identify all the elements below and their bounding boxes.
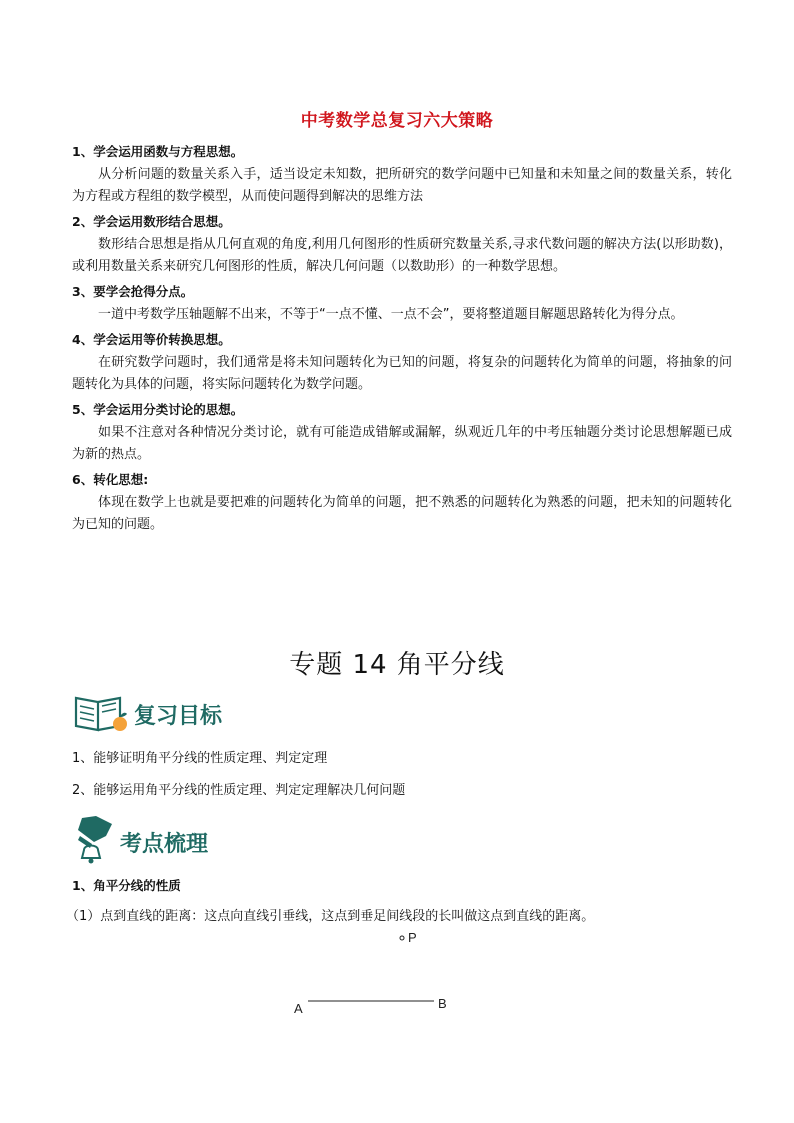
review-goals-banner	[72, 690, 222, 738]
key-points-label: 考点梳理	[120, 830, 209, 857]
main-title: 中考数学总复习六大策略	[300, 111, 494, 131]
strategy-body: 体现在数学上也就是要把难的问题转化为简单的问题，把不熟悉的问题转化为熟悉的问题，把未知的问题转化为已知的问题。	[72, 495, 732, 532]
strategy-body: 如果不注意对各种情况分类讨论，就有可能造成错解或漏解，纵观近几年的中考压轴题分类讨论思想解题已成为新的热点。	[72, 425, 732, 462]
section-heading: 1、角平分线的性质	[72, 878, 181, 893]
leaf-bell-icon	[72, 814, 116, 870]
book-icon	[72, 690, 130, 738]
review-goals-label: 复习目标	[134, 702, 223, 729]
strategy-heading: 3、要学会抢得分点。	[72, 284, 194, 299]
point-b-label: B	[438, 996, 447, 1011]
strategy-heading: 2、学会运用数形结合思想。	[72, 214, 231, 229]
strategy-body: 一道中考数学压轴题解不出来，不等于“一点不懂、一点不会”，要将整道题目解题思路转化为得分点。	[98, 307, 684, 322]
strategy-heading: 1、学会运用函数与方程思想。	[72, 144, 244, 159]
strategy-list	[72, 144, 732, 542]
point-a-label: A	[294, 1001, 303, 1016]
point-line-diagram	[280, 924, 480, 1024]
goal-item: 2、能够运用角平分线的性质定理、判定定理解决几何问题	[72, 783, 406, 798]
topic-title: 专题 14 角平分线	[289, 650, 505, 680]
point-p-dot	[400, 936, 404, 940]
strategy-body: 在研究数学问题时，我们通常是将未知问题转化为已知的问题，将复杂的问题转化为简单的问题，将抽象的问题转化为具体的问题，将实际问题转化为数学问题。	[72, 355, 732, 392]
strategy-heading: 4、学会运用等价转换思想。	[72, 332, 231, 347]
strategy-body: 数形结合思想是指从几何直观的角度,利用几何图形的性质研究数量关系,寻求代数问题的解决方法(以形助数)，或利用数量关系来研究几何图形的性质，解决几何问题（以数助形）的一种数学思想。	[72, 237, 732, 274]
key-points-banner	[72, 814, 208, 870]
strategy-heading: 5、学会运用分类讨论的思想。	[72, 402, 244, 417]
strategy-body: 从分析问题的数量关系入手，适当设定未知数，把所研究的数学问题中已知量和未知量之间的数量关系，转化为方程或方程组的数学模型，从而使问题得到解决的思维方法	[72, 167, 732, 204]
review-goals-list	[72, 750, 405, 814]
point-p-label: P	[408, 930, 417, 945]
goal-item: 1、能够证明角平分线的性质定理、判定定理	[72, 751, 328, 766]
strategy-heading: 6、转化思想:	[72, 472, 149, 487]
definition-text: （1）点到直线的距离：这点向直线引垂线，这点到垂足间线段的长叫做这点到直线的距离。	[66, 909, 595, 924]
